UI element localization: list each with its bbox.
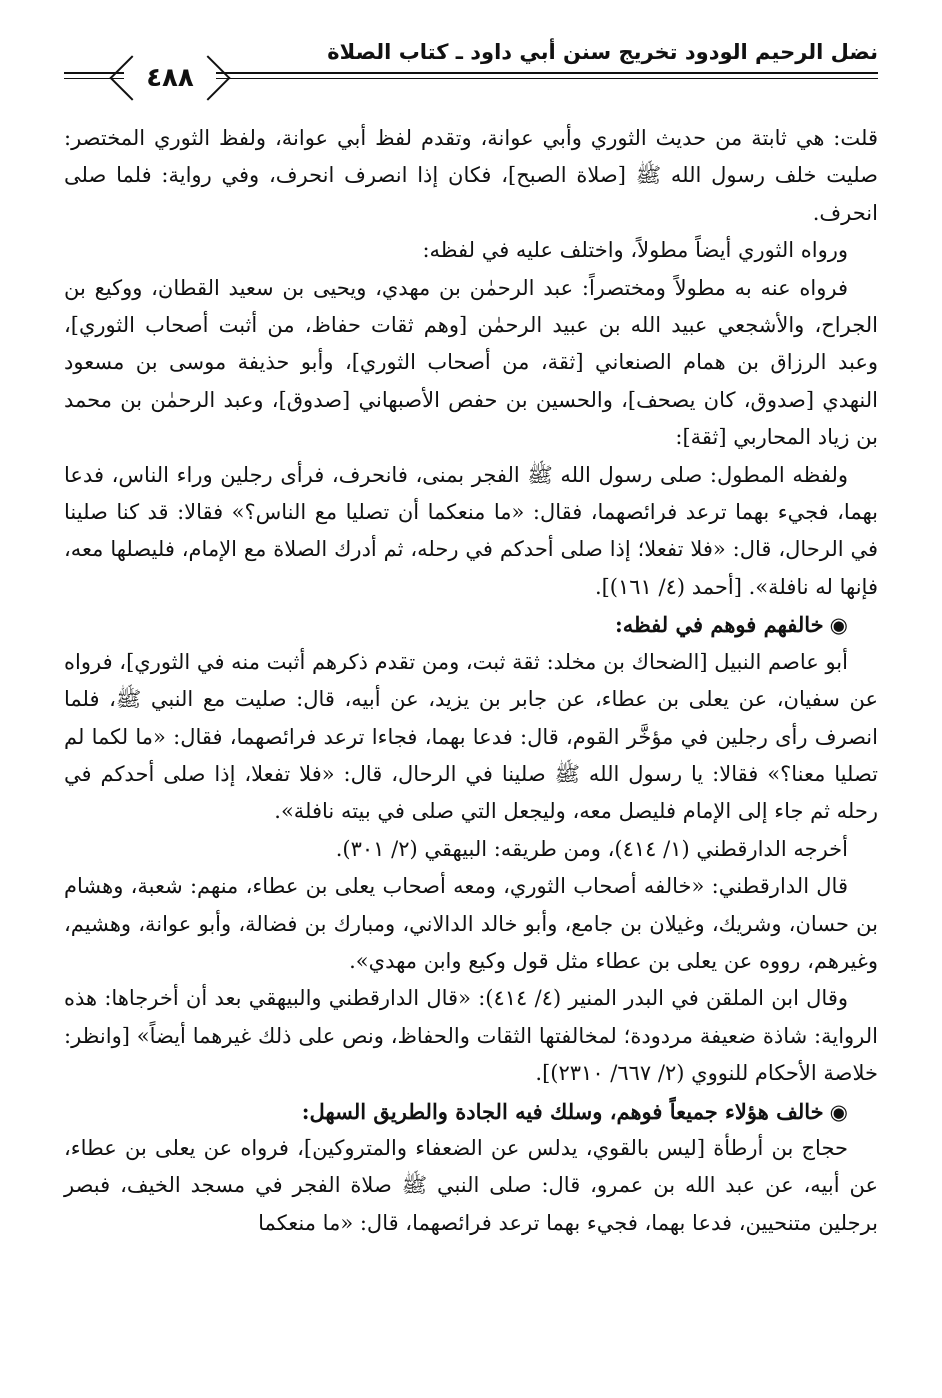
paragraph: ورواه الثوري أيضاً مطولاً، واختلف عليه في لفظه: — [422, 238, 848, 263]
paragraph: قال الدارقطني: «خالفه أصحاب الثوري، ومعه أصحاب يعلى بن عطاء، منهم: شعبة، وهشام بن حسان، وشريك، وغيلان بن جامع، وأبو خالد الدالاني، ومبارك بن فضالة، وأبو عوانة، وهشيم، وغيرهم، رووه عن يعلى بن عطاء مثل قول وكيع وابن مهدي». — [64, 874, 878, 973]
running-title: نضل الرحيم الودود تخريج سنن أبي داود ـ كتاب الصلاة — [327, 40, 878, 64]
paragraph: قلت: هي ثابتة من حديث الثوري وأبي عوانة، وتقدم لفظ أبي عوانة، ولفظ الثوري المختصر: صليت خلف رسول الله ﷺ [صلاة الصبح]، فكان إذا انصرف انحرف، وفي رواية: فلما صلى انحرف. — [64, 126, 878, 225]
paragraph: أبو عاصم النبيل [الضحاك بن مخلد: ثقة ثبت، ومن تقدم ذكرهم أثبت منه في الثوري]، فرواه عن سفيان، عن يعلى بن عطاء، عن جابر بن يزيد، عن أبيه، قال: صليت مع النبي ﷺ، فلما انصرف رأى رجلين في مؤخَّر القوم، قال: فدعا بهما، فجاءا ترعد فرائصهما، فقال: «ما لكما لم تصليا معنا؟» فقالا: يا رسول الله ﷺ صلينا في الرحال، قال: «فلا تفعلا، إذا صلى أحدكم في رحله ثم جاء إلى الإمام فليصل معه، وليجعل التي صلى في بيته نافلة». — [64, 649, 878, 824]
paragraph: وقال ابن الملقن في البدر المنير (٤/ ٤١٤): «قال الدارقطني والبيهقي بعد أن أخرجاها: هذه الرواية: شاذة ضعيفة مردودة؛ لمخالفتها الثقات والحفاظ، ونص على ذلك غيرهما أيضاً» [وانظر: خلاصة الأحكام للنووي (٢/ ٦٦٧/ ٢٣١٠)]. — [64, 986, 878, 1086]
paragraph: حجاج بن أرطأة [ليس بالقوي، يدلس عن الضعفاء والمتروكين]، فرواه عن يعلى بن عطاء، عن أبيه، عن عبد الله بن عمرو، قال: صلى النبي ﷺ صلاة الفجر في مسجد الخيف، فبصر برجلين متنحيين، فدعا بهما، فجيء بهما ترعد فرائصهما، قال: «ما منعكما — [64, 1135, 878, 1235]
paragraph: فرواه عنه به مطولاً ومختصراً: عبد الرحمٰن بن مهدي، ويحيى بن سعيد القطان، ووكيع بن الجراح، والأشجعي عبيد الله بن عبيد الرحمٰن [وهم ثقات حفاظ، من أثبت أصحاب الثوري]، وعبد الرزاق بن همام الصنعاني [ثقة، من أصحاب الثوري]، وأبو حذيفة موسى بن مسعود النهدي [صدوق، كان يصحف]، والحسين بن حفص الأصبهاني [صدوق]، وعبد الرحمٰن بن محمد بن زياد المحاربي [ثقة]: — [64, 275, 878, 450]
bullet-icon: ◉ — [829, 1098, 848, 1124]
page-number-ornament — [124, 58, 216, 98]
section-bullet — [64, 606, 878, 643]
bullet-text: خالفهم فوهم في لفظه: — [614, 612, 824, 638]
page-header — [64, 28, 878, 118]
bullet-text: خالف هؤلاء جميعاً فوهم، وسلك فيه الجادة والطريق السهل: — [301, 1098, 824, 1124]
section-bullet — [64, 1093, 878, 1130]
paragraph: أخرجه الدارقطني (١/ ٤١٤)، ومن طريقه: البيهقي (٢/ ٣٠١). — [335, 836, 848, 861]
page-number: ٤٨٨ — [140, 63, 200, 93]
paragraph: ولفظه المطول: صلى رسول الله ﷺ الفجر بمنى، فانحرف، فرأى رجلين وراء الناس، فدعا بهما، فجيء بهما ترعد فرائصهما، فقال: «ما منعكما أن تصليا مع الناس؟» فقالا: قد كنا صلينا في الرحال، قال: «فلا تفعلا؛ إذا صلى أحدكم في رحله، ثم أدرك الصلاة مع الإمام، فليصلها معه، فإنها له نافلة». [أحمد (٤/ ١٦١)]. — [64, 462, 878, 599]
page-body — [64, 120, 878, 1242]
bullet-icon: ◉ — [829, 612, 848, 638]
